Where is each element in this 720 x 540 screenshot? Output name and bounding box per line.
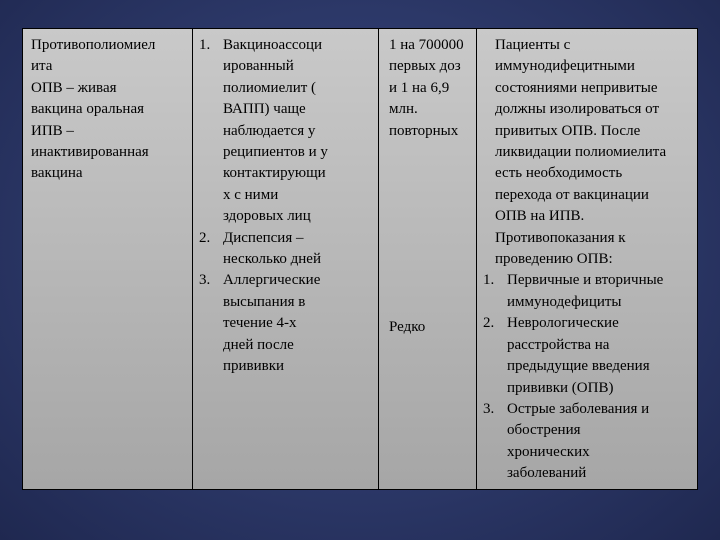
cell-line: первых доз	[389, 58, 461, 75]
cell-line: контактирующи	[223, 165, 326, 182]
cell-line: обострения	[507, 422, 581, 439]
cell-line: ОПВ – живая	[31, 79, 117, 96]
cell-line: иммунодифецитными	[495, 58, 635, 75]
cell-line: перехода от вакцинации	[495, 186, 649, 203]
item-number: 2.	[483, 315, 495, 332]
cell-line: вакцина оральная	[31, 101, 145, 118]
item-number: 3.	[199, 272, 211, 289]
cell-line: Противополиомиел	[31, 37, 156, 53]
item-number: 1.	[199, 37, 211, 53]
frequency-rare: Редко	[389, 319, 426, 335]
cell-line: вакцина	[31, 165, 83, 182]
cell-line: Вакциноассоци	[223, 37, 323, 53]
cell-line: прививки	[223, 358, 285, 375]
cell-line: Пациенты с	[495, 37, 571, 53]
list-item	[199, 228, 374, 271]
cell-line: ита	[31, 58, 53, 75]
cell-line: несколько дней	[223, 251, 321, 268]
cell-line: полиомиелит (	[223, 79, 317, 96]
cell-line: иммунодефициты	[507, 293, 622, 310]
list-item	[199, 35, 374, 228]
cell-line: хронических	[507, 443, 590, 460]
list-item	[483, 313, 695, 399]
cell-line: ОПВ на ИПВ.	[495, 208, 585, 225]
cell-line: наблюдается у	[223, 122, 316, 139]
cell-line: проведению ОПВ:	[495, 251, 613, 268]
cell-line: высыпания в	[223, 293, 306, 310]
contraindications-list	[483, 270, 695, 484]
notes-cell	[477, 29, 699, 489]
cell-line: Диспепсия –	[223, 229, 304, 246]
cell-line: заболеваний	[507, 465, 587, 482]
cell-line: 1 на 700000	[389, 37, 464, 53]
item-number: 3.	[483, 400, 495, 417]
cell-line: течение 4-х	[223, 315, 297, 332]
cell-line: млн.	[389, 101, 418, 118]
cell-line: и 1 на 6,9	[389, 79, 450, 96]
vaccine-name-cell	[23, 29, 193, 489]
cell-line: повторных	[389, 122, 459, 139]
cell-line: Аллергические	[223, 272, 321, 289]
cell-line: прививки (ОПВ)	[507, 379, 614, 396]
cell-line: здоровых лиц	[223, 208, 311, 225]
cell-line: привитых ОПВ. После	[495, 122, 641, 139]
cell-line: Первичные и вторичные	[507, 272, 664, 289]
cell-line: инактивированная	[31, 144, 149, 161]
cell-line: ликвидации полиомиелита	[495, 144, 667, 161]
adverse-effects-list	[199, 35, 374, 378]
item-number: 2.	[199, 229, 211, 246]
adverse-effects-cell	[193, 29, 379, 489]
vaccine-table	[22, 28, 698, 490]
cell-line: ированный	[223, 58, 294, 75]
frequency-cell	[379, 29, 477, 489]
cell-line: реципиентов и у	[223, 144, 328, 161]
cell-line: Неврологические	[507, 315, 619, 332]
cell-line: предыдущие введения	[507, 358, 650, 375]
cell-line: Противопоказания к	[495, 229, 626, 246]
cell-line: х с ними	[223, 186, 279, 203]
cell-line: должны изолироваться от	[495, 101, 660, 118]
cell-line: состояниями непривитые	[495, 79, 658, 96]
cell-line: ВАПП) чаще	[223, 101, 306, 118]
cell-line: есть необходимость	[495, 165, 623, 182]
list-item	[199, 270, 374, 377]
cell-line: расстройства на	[507, 336, 610, 353]
list-item	[483, 270, 695, 313]
cell-line: Острые заболевания и	[507, 400, 650, 417]
cell-line: дней после	[223, 336, 294, 353]
list-item	[483, 399, 695, 485]
cell-line: ИПВ –	[31, 122, 74, 139]
item-number: 1.	[483, 272, 495, 289]
